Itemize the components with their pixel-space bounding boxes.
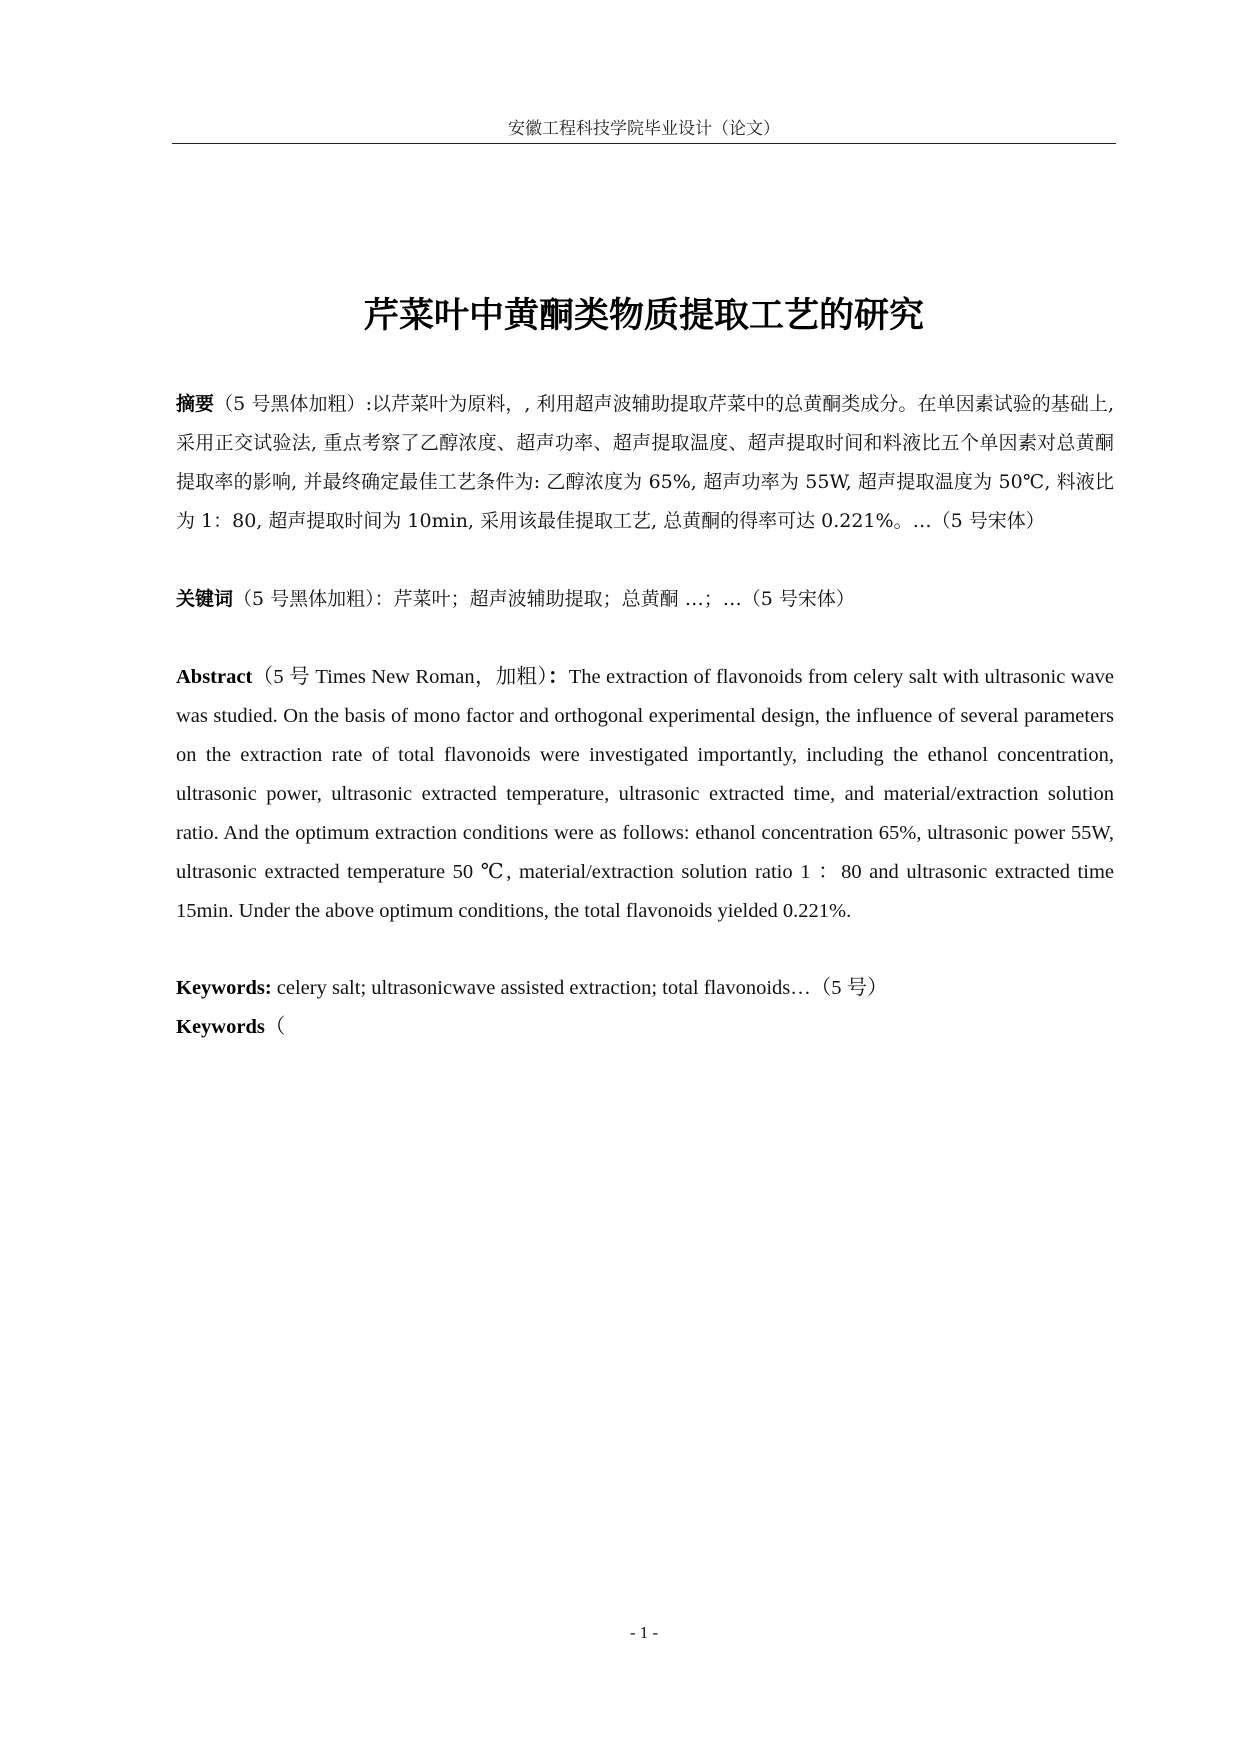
chinese-keywords — [176, 580, 1114, 619]
english-keywords — [176, 969, 1114, 1008]
header-divider — [172, 143, 1116, 144]
english-abstract-body: The extraction of flavonoids from celery salt with ultrasonic wave was studied. On the basis of mono factor and orthogonal experimental design, the influence of several parameters on the extraction rate of total flavonoids were investigated importantly, including the ethanol concentration, ultrasonic power, ultrasonic extracted temperature, ultrasonic extracted time, and material/extraction solution ratio. And the optimum extraction conditions were as follows: ethanol concentration 65%, ultrasonic power 55W, ultrasonic extracted temperature 50 ℃, material/extraction solution ratio 1 ：80 and ultrasonic extracted time 15min. Under the above optimum conditions, the total flavonoids yielded 0.221%. — [176, 666, 1115, 922]
chinese-abstract-body: 以芹菜叶为原料，, 利用超声波辅助提取芹菜中的总黄酮类成分。在单因素试验的基础上, 采用正交试验法, 重点考察了乙醇浓度、超声功率、超声提取温度、超声提取时间和料液比五个单因素对总黄酮提取率的影响, 并最终确定最佳工艺条件为: 乙醇浓度为 65%, 超声功率为 55W, 超声提取温度为 50℃, 料液比为 1：80, 超声提取时间为 10min, 采用该最佳提取工艺, 总黄酮的得率可达 0.221%。…（5 号宋体） — [176, 393, 1114, 532]
english-keywords-second — [176, 1008, 1114, 1047]
english-keywords-second-label: Keywords — [176, 1016, 265, 1038]
page-header: 安徽工程科技学院毕业设计（论文） — [508, 119, 780, 139]
chinese-abstract-label: 摘要 — [176, 393, 215, 415]
chinese-keywords-label: 关键词 — [176, 588, 234, 610]
chinese-keywords-body: 芹菜叶；超声波辅助提取；总黄酮 …；…（5 号宋体） — [393, 588, 855, 610]
chinese-keywords-label-note: （5 号黑体加粗）： — [233, 588, 394, 610]
english-abstract — [176, 658, 1114, 931]
page-number: - 1 - — [629, 1623, 659, 1642]
chinese-abstract-label-note: （5 号黑体加粗）: — [214, 393, 372, 415]
english-abstract-colon: ： — [547, 666, 569, 688]
english-abstract-label: Abstract — [176, 666, 253, 688]
chinese-abstract — [176, 385, 1114, 541]
english-keywords-label: Keywords: — [176, 977, 272, 999]
english-keywords-body: celery salt; ultrasonicwave assisted extraction; total flavonoids…（5 号） — [271, 977, 888, 999]
document-title: 芹菜叶中黄酮类物质提取工艺的研究 — [363, 296, 924, 336]
english-abstract-label-note: （5 号 Times New Roman，加粗） — [252, 666, 548, 688]
english-keywords-second-body: （ — [264, 1016, 286, 1038]
